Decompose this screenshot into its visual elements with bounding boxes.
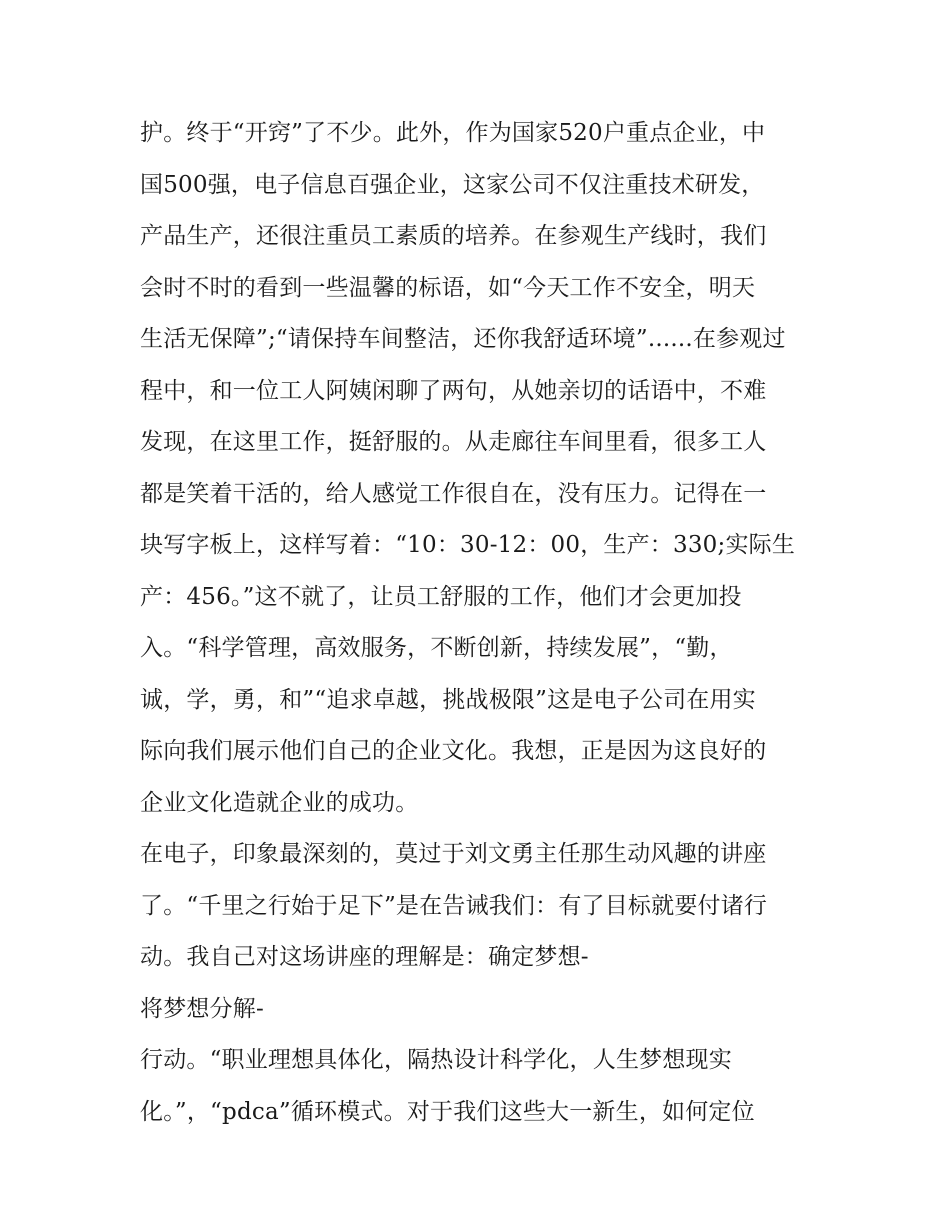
text-line: 动。我自己对这场讲座的理解是：确定梦想- [140, 944, 589, 970]
text-line: 块写字板上，这样写着：“10：30-12：00，生产：330;实际生 [140, 532, 796, 558]
text-line: 入。“科学管理，高效服务，不断创新，持续发展”，“勤， [140, 635, 733, 661]
text-line: 诚，学，勇，和”“追求卓越，挑战极限”这是电子公司在用实 [140, 686, 756, 713]
text-line: 化。”，“pdca”循环模式。对于我们这些大一新生，如何定位 [140, 1098, 755, 1125]
text-line: 行动。“职业理想具体化，隔热设计科学化，人生梦想现实 [140, 1047, 732, 1073]
text-line: 国500强，电子信息百强企业，这家公司不仅注重技术研发， [140, 171, 765, 198]
text-line: 产：456。”这不就了，让员工舒服的工作，他们才会更加投 [140, 583, 742, 610]
text-line: 了。“千里之行始于足下”是在告诫我们：有了目标就要付诸行 [140, 892, 768, 919]
document-text-body [140, 108, 830, 1138]
text-line: 程中，和一位工人阿姨闲聊了两句，从她亲切的话语中，不难 [140, 377, 767, 404]
text-line: 生活无保障”;“请保持车间整洁，还你我舒适环境”......在参观过 [140, 326, 786, 352]
text-line: 在电子，印象最深刻的，莫过于刘文勇主任那生动风趣的讲座 [140, 841, 767, 867]
text-line: 企业文化造就企业的成功。 [140, 789, 419, 816]
text-line: 将梦想分解- [140, 995, 264, 1022]
text-line: 会时不时的看到一些温馨的标语，如“今天工作不安全，明天 [140, 274, 756, 301]
text-line: 产品生产，还很注重员工素质的培养。在参观生产线时，我们 [140, 223, 767, 249]
text-line: 都是笑着干活的，给人感觉工作很自在，没有压力。记得在一 [140, 480, 767, 507]
text-line: 护。终于“开窍”了不少。此外，作为国家520户重点企业，中 [140, 120, 766, 146]
text-line: 发现，在这里工作，挺舒服的。从走廊往车间里看，很多工人 [140, 429, 767, 455]
text-line: 际向我们展示他们自己的企业文化。我想，正是因为这良好的 [140, 738, 767, 764]
